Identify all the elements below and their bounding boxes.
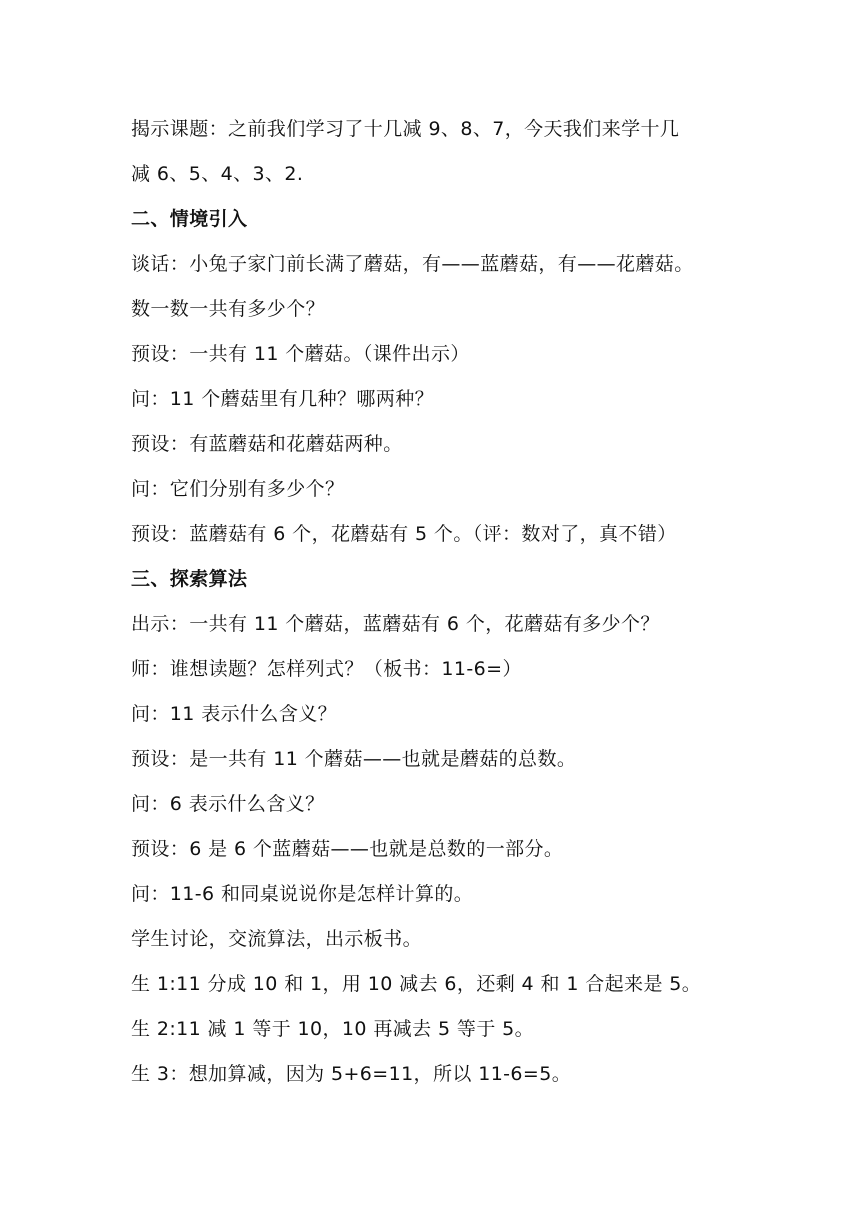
text-line: 减 6、5、4、3、2. — [131, 163, 304, 185]
text-line: 生 1:11 分成 10 和 1，用 10 减去 6，还剩 4 和 1 合起来是 5。 — [131, 973, 702, 995]
text-line: 预设：是一共有 11 个蘑菇——也就是蘑菇的总数。 — [131, 748, 577, 770]
text-line: 预设：有蓝蘑菇和花蘑菇两种。 — [131, 433, 403, 455]
document-body — [131, 107, 751, 1097]
text-line: 揭示课题：之前我们学习了十几减 9、8、7，今天我们来学十几 — [131, 118, 680, 140]
text-line: 生 2:11 减 1 等于 10，10 再减去 5 等于 5。 — [131, 1018, 535, 1040]
section-heading: 三、探索算法 — [131, 568, 248, 590]
section-heading: 二、情境引入 — [131, 208, 248, 230]
text-line: 出示：一共有 11 个蘑菇，蓝蘑菇有 6 个，花蘑菇有多少个？ — [131, 613, 660, 635]
text-line: 谈话：小兔子家门前长满了蘑菇，有——蓝蘑菇，有——花蘑菇。 — [131, 253, 694, 275]
text-line: 学生讨论，交流算法，出示板书。 — [131, 928, 423, 950]
text-line: 问：6 表示什么含义？ — [131, 793, 325, 815]
text-line: 问：它们分别有多少个？ — [131, 478, 345, 500]
text-line: 预设：6 是 6 个蓝蘑菇——也就是总数的一部分。 — [131, 838, 564, 860]
text-line: 问：11 个蘑菇里有几种？哪两种？ — [131, 388, 435, 410]
text-line: 预设：蓝蘑菇有 6 个，花蘑菇有 5 个。（评：数对了，真不错） — [131, 523, 677, 545]
text-line: 问：11-6 和同桌说说你是怎样计算的。 — [131, 883, 474, 905]
text-line: 生 3：想加算减，因为 5+6=11，所以 11-6=5。 — [131, 1063, 572, 1085]
text-line: 问：11 表示什么含义？ — [131, 703, 338, 725]
text-line: 数一数一共有多少个？ — [131, 298, 326, 320]
text-line: 师：谁想读题？怎样列式？（板书：11-6=） — [131, 658, 522, 680]
text-line: 预设：一共有 11 个蘑菇。（课件出示） — [131, 343, 470, 365]
